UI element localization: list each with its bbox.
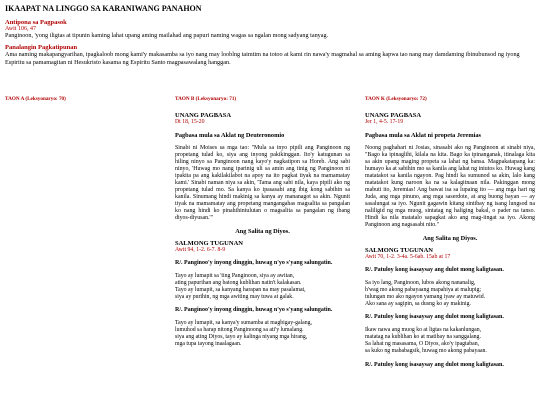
- column-a-category: TAON A (Leksyonaryo: 70): [5, 96, 66, 102]
- stanza-line: Sa lahat ng masasama, O Diyos, ako'y ipagtaban,: [365, 341, 480, 348]
- column-b-reading-body: Sinabi ni Moises sa mga tao: "Mula sa inyo pipili ang Panginoon ng propetang tulad ko, siya ang inyong pakikinggan. Ito'y katugunan sa hiling ninyo sa Panginoon nang kayo'y nagkatipon sa Horeb. Ang sabi ninyo, 'Huwag mo nang iparinig uli sa amin ang tinig ng Panginoon ni ipakita pa ang kakilakilabot na apoy na ito pagkat tiyak na mamamatay kami.' Sinabi naman niya sa akin, 'Tama ang sabi nila, kaya pipili ako ng propetang tulad mo. Sa kanya ko ipasasabi ang ibig kong sabihin sa kanila. Sinumang hindi makinig sa kanya ay mananagot sa akin. Ngunit tiyak na mamamatay ang propetang mangangahas magsalita sa pangalan ko nang hindi ko pinahihintulutan o magsalita sa pangalan ng ibang diyos-diyusan.'": [175, 145, 350, 221]
- antipona-reference: Awit 106, 47: [5, 26, 36, 32]
- panalangin-text: Ama naming makapangyarihan, ipagkaloob mong kami'y makasamba sa iyo nang may looblng taimtim na totoo at kami rin nawa'y magmahal sa aming kapwa tao nang may damdaming ibinubunsod ng iyong Espiritu sa pamamagitan ni Hesukristo kasama ng Espiritu Santo magpasawalang hanggan.: [5, 51, 520, 66]
- antipona-heading: Antipona sa Pagpasok: [5, 19, 67, 26]
- stanza-line: mga tupa tayong inaalagaan.: [175, 341, 242, 348]
- column-b-psalm-ref: Awit 94, 1-2. 6-7. 8-9: [175, 246, 226, 253]
- column-b-psalm-title: SALMONG TUGUNAN: [175, 239, 243, 247]
- stanza-line: siya ay purihin, ng mga awiting may tuwa at galak.: [175, 294, 294, 301]
- stanza-line: siya ang ating Diyos, tayo ay kalinga niyang mga hirang,: [175, 334, 308, 341]
- column-taon-a: [5, 96, 165, 112]
- column-b-category: TAON B (Leksyonaryo: 71): [175, 96, 237, 102]
- column-b-stanza-1: [175, 273, 350, 301]
- column-k-psalm-ref: Awit 70, 1-2. 3-4a. 5-6ab. 15ab at 17: [365, 253, 451, 260]
- column-k-response-repeat: R/. Patuloy kong isasaysay ang dulot mong kaligtasan.: [365, 314, 504, 321]
- column-taon-k: [365, 96, 535, 375]
- column-k-reading-ref: Jer 1, 4-5. 17-19: [365, 119, 404, 125]
- stanza-line: Tayo ay lumapit, sa kanya'y sumamba at magbigay-galang,: [175, 320, 312, 327]
- column-b-reading-heading: Pagbasa mula sa Aklat ng Deuteronomio: [175, 132, 285, 139]
- column-k-reading-heading: Pagbasa mula sa Aklat ni propeta Jeremias: [365, 132, 481, 139]
- column-b-response-repeat: R/. Panginoo'y inyong dinggin, huwag n'yo s'yang salungatin.: [175, 307, 333, 314]
- antipona-section: [5, 19, 535, 39]
- column-b-reading-ref: Dt 18, 15-20: [175, 119, 205, 125]
- column-b-response: R/. Panginoo'y inyong dinggin, huwag n'yo s'yang salungatin.: [175, 259, 333, 266]
- stanza-line: Ikaw nawa ang muog ko at ligtas na kakanlungan,: [365, 327, 482, 334]
- panalangin-heading: Panalangin Pagkatipunan: [5, 44, 78, 52]
- panalangin-section: [5, 44, 535, 66]
- stanza-line: matatag na kublihan ko at matibay na sanggalang.: [365, 334, 481, 341]
- stanza-line: Sa iyo lang, Panginoon, lubos akong nananalig,: [365, 279, 476, 286]
- stanza-line: Ako sana ay sagipin, sa dusng ko ay makinig.: [365, 301, 471, 307]
- stanza-line: lumuhod sa harap nitong Panginoong sa ati'y lumalang.: [175, 327, 304, 334]
- antipona-text: Panginoon, 'yong iligtas at tipunin kaming lahat upang aming mailahad ang papuri naming wagas sa ngalan mong sadyang tanyag.: [5, 32, 329, 39]
- column-k-reading-title: UNANG PAGBASA: [365, 112, 422, 119]
- stanza-line: tulungan mo ako ngayon yamang iyaw ay matuwid.: [365, 293, 486, 300]
- column-k-response-final: R/. Patuloy kong isasaysay ang dulot mong kaligtasan.: [365, 361, 504, 368]
- column-b-reading-close: Ang Salita ng Diyos.: [235, 227, 290, 235]
- stanza-line: ating papurihan ang batong kublihan natin't kalakasan.: [175, 279, 302, 286]
- stanza-line: Tayo ay lumapit, sa kanyang harapan na may pasalamat,: [175, 286, 306, 293]
- column-b-stanza-2: [175, 320, 350, 348]
- column-k-reading-close: Ang Salita ng Diyos.: [422, 234, 478, 242]
- column-k-response: R/. Patuloy kong isasaysay ang dulot mong kaligtasan.: [365, 266, 504, 273]
- readings-columns: [0, 96, 540, 405]
- column-taon-b: [175, 96, 350, 355]
- column-k-stanza-2: [365, 327, 535, 355]
- column-k-category: TAON K (Leksyonaryo: 72): [365, 96, 427, 102]
- stanza-line: Tayo ay lumapit sa 'ting Panginoon, siya ay awitan,: [175, 272, 295, 279]
- column-b-reading-title: UNANG PAGBASA: [175, 112, 232, 119]
- page-title: IKAAPAT NA LINGGO SA KARANIWANG PANAHON: [5, 4, 202, 13]
- stanza-line: h'wag mo akong pabayaang mapahiya at malupig;: [365, 286, 481, 293]
- stanza-line: sa kuko ng mababagsik, huwag mo akong pabayaan.: [365, 348, 487, 355]
- column-k-stanza-1: [365, 280, 535, 308]
- page-content: [5, 4, 535, 71]
- column-k-reading-body: Noong paghahari ni Josias, sinasabi ako ng Panginoon at sinabi niya, "Bago ka ipinaglihi, kilala na kita. Bago ka ipinanganak, itinalaga kita sa akin upang maging propeta sa lahat ng bansa. Magpakatapang ka: humayo ka at sabihin mo sa kanila ang lahat ng iniutos ko. Huwag kang matatakot sa kanila ngayon. Pag hindi ka sumunod sa akin, lalo kang matatakot kung naroon ka na sa kalagitnaan nila. Pakinggan mong mabuti ito, Jeremias! Ang bawat isa sa lupaing ito — ang mga hari ng Juda, ang mga pinuno, ang mga saserdote, at ang buong bayan — ay sasalungat sa iyo. Ngunit gagawin kitang sintibay ng isang lungsod na naliligid ng mga muog, sintatag ng haliging bakal, o pader na tanso. Hindi ka nila matatalo sapagkat ako ang mag-iingat sa iyo. Akong Panginoon ang nagsasabi nito.": [365, 145, 535, 228]
- column-k-psalm-title: SALMONG TUGUNAN: [365, 246, 433, 254]
